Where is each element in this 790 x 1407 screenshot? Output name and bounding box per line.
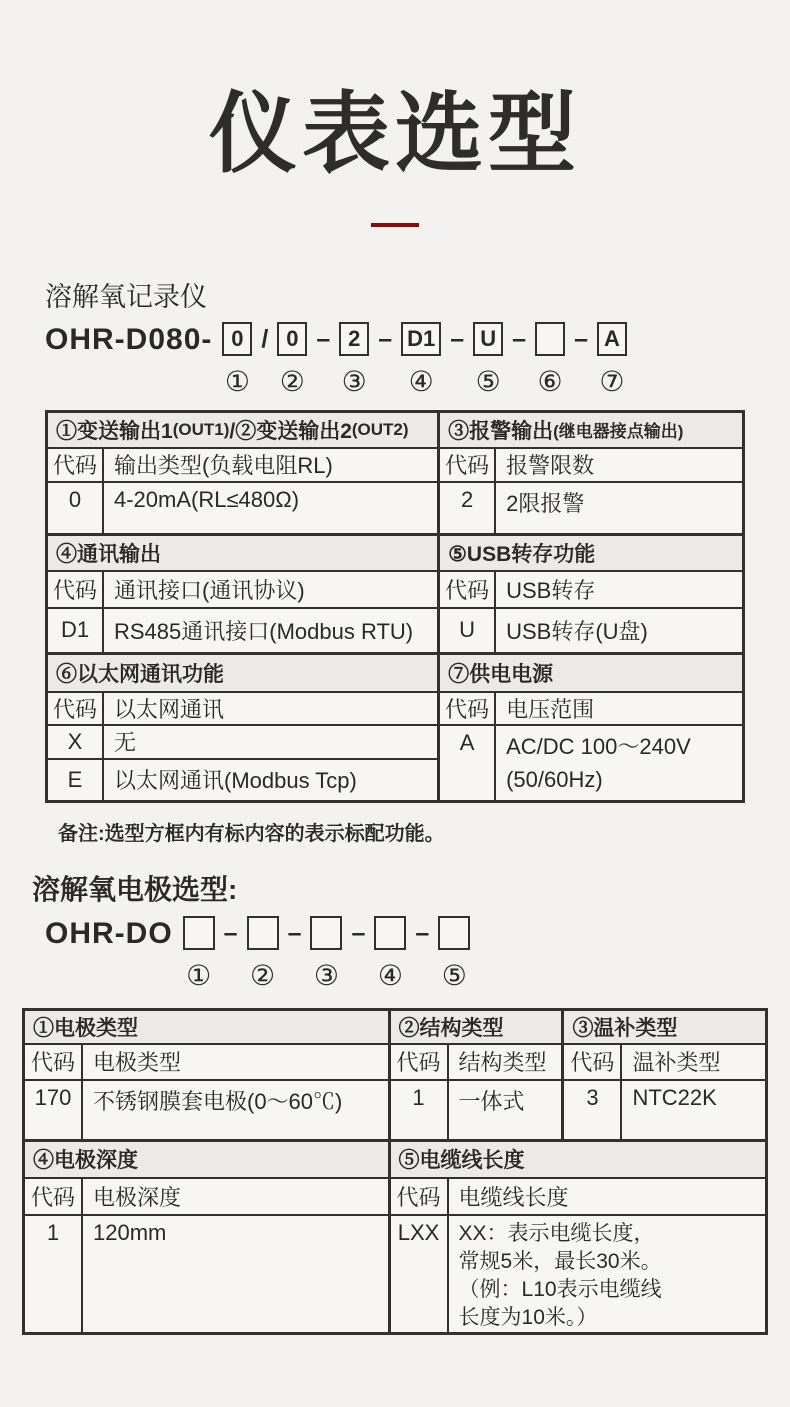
type-label-cell: USB转存 [506, 577, 596, 603]
electrode-code-box-1 [183, 916, 215, 950]
electrode-code-box-3 [310, 916, 342, 950]
column-header-row [48, 447, 437, 481]
type-label-cell: 电极深度 [93, 1184, 182, 1210]
model-code-segment [222, 322, 252, 398]
model-code-separator: – [223, 918, 238, 947]
code-label-cell: 代码 [48, 572, 104, 607]
code-label-cell: 代码 [564, 1045, 622, 1079]
electrode-code-number-2: ② [250, 959, 276, 991]
electrode-section-heading: 溶解氧电极选型: [32, 873, 238, 905]
code-label-cell: 代码 [391, 1179, 449, 1214]
electrode-option-table [22, 1008, 768, 1335]
model-code-number-6: ⑥ [537, 365, 563, 397]
electrode-code-number-1: ① [186, 959, 212, 991]
header-temp-comp-type: ③温补类型 [564, 1011, 765, 1043]
code-value-cell: 170 [25, 1081, 83, 1139]
model-code-segment [277, 322, 307, 398]
recorder-option-table [45, 410, 745, 803]
code-label-cell: 代码 [440, 693, 496, 724]
recorder-product-heading: 溶解氧记录仪 [45, 281, 207, 312]
table-row [48, 724, 437, 758]
code-label-cell: 代码 [48, 693, 104, 724]
model-code-separator: – [512, 324, 527, 353]
column-header-row [440, 691, 742, 724]
header-electrode-type: ①电极类型 [25, 1011, 388, 1043]
code-value-cell: U [440, 609, 496, 652]
model-code-segment [247, 916, 279, 992]
model-code-segment [438, 916, 470, 992]
type-label-cell: 通讯接口(通讯协议) [114, 577, 305, 603]
temp-comp-column [564, 1011, 765, 1139]
header-cable-length: ⑤电缆线长度 [391, 1142, 765, 1177]
code-label-cell: 代码 [391, 1045, 449, 1079]
electrode-table-section-b [25, 1139, 765, 1332]
page-title: 仪表选型 [208, 84, 581, 183]
code-value-cell: X [48, 726, 104, 758]
header-text: ③报警输出 [448, 419, 554, 443]
code-value-cell: 1 [391, 1081, 449, 1139]
option-desc-line: 长度为10米。） [458, 1305, 598, 1329]
table-row [25, 1214, 388, 1332]
recorder-model-prefix: OHR-D080- [45, 322, 213, 356]
column-header-row [440, 447, 742, 481]
model-code-box-1: 0 [222, 322, 252, 356]
code-label-cell: 代码 [25, 1179, 83, 1214]
header-comm-output: ④通讯输出 [48, 533, 437, 570]
model-code-segment [401, 322, 441, 398]
table-row [440, 724, 742, 800]
spec-note: 备注:选型方框内有标内容的表示标配功能。 [58, 822, 445, 845]
cable-length-column [391, 1142, 765, 1332]
option-desc-line: AC/DC 100～240V [506, 733, 691, 759]
code-label-cell: 代码 [440, 449, 496, 481]
column-header-row [440, 570, 742, 607]
code-value-cell: 1 [25, 1216, 83, 1332]
option-desc-cell: 无 [114, 730, 137, 756]
model-code-number-2: ② [279, 365, 305, 397]
model-code-segment [310, 916, 342, 992]
type-label-cell: 电压范围 [506, 696, 595, 722]
option-desc-cell: USB转存(U盘) [506, 618, 648, 644]
model-code-number-5: ⑤ [475, 365, 501, 397]
electrode-code-box-5 [438, 916, 470, 950]
model-code-separator: – [378, 324, 393, 353]
model-code-segment [535, 322, 565, 398]
electrode-depth-column [25, 1142, 391, 1332]
recorder-table-left-column [48, 413, 440, 800]
electrode-code-box-4 [374, 916, 406, 950]
model-code-segment [183, 916, 215, 992]
option-desc-cell: NTC22K [632, 1084, 717, 1110]
header-ethernet-function: ⑥以太网通讯功能 [48, 652, 437, 691]
type-label-cell: 结构类型 [458, 1050, 547, 1076]
model-code-separator: – [574, 324, 588, 353]
option-desc-cell: 以太网通讯(Modbus Tcp) [114, 768, 357, 794]
electrode-code-number-4: ④ [377, 959, 403, 991]
model-code-box-4: D1 [401, 322, 441, 356]
code-label-cell: 代码 [48, 449, 104, 481]
column-header-row [48, 570, 437, 607]
column-header-row [391, 1177, 765, 1214]
header-text-small: (OUT2) [351, 419, 409, 439]
code-value-cell: 2 [440, 483, 496, 533]
header-transmit-output [48, 413, 437, 447]
electrode-model-prefix: OHR-DO [45, 916, 173, 950]
table-row [440, 481, 742, 533]
model-code-separator: – [287, 918, 302, 947]
model-code-segment [597, 322, 627, 398]
model-code-number-1: ① [224, 365, 250, 397]
model-code-box-2: 0 [277, 322, 307, 356]
structure-type-column [391, 1011, 565, 1139]
header-text-small: (OUT1) [172, 419, 230, 439]
header-text: ①变送输出1 [56, 419, 173, 443]
code-value-cell: E [48, 760, 104, 800]
table-row [391, 1079, 562, 1139]
option-desc-cell [449, 1216, 765, 1332]
option-desc-cell: 一体式 [458, 1088, 525, 1114]
code-label-cell: 代码 [440, 572, 496, 607]
model-code-box-5: U [473, 322, 503, 356]
option-desc-cell: 120mm [93, 1219, 167, 1245]
type-label-cell: 报警限数 [506, 453, 595, 479]
model-code-segment [374, 916, 406, 992]
option-desc-line: 常规5米，最长30米。 [458, 1249, 662, 1273]
column-header-row [48, 691, 437, 724]
model-code-segment [473, 322, 503, 398]
type-label-cell: 电缆线长度 [458, 1184, 569, 1210]
table-row [25, 1079, 388, 1139]
model-code-separator: – [450, 324, 465, 353]
recorder-model-code [45, 322, 790, 398]
option-desc-line: XX：表示电缆长度， [458, 1221, 655, 1245]
electrode-code-number-3: ③ [313, 959, 340, 991]
option-desc-cell: 4-20mA(RL≤480Ω) [114, 486, 300, 512]
column-header-row [25, 1043, 388, 1079]
electrode-model-code [45, 916, 790, 992]
option-desc-cell: 2限报警 [506, 490, 585, 516]
model-code-separator: – [316, 324, 331, 353]
option-desc-cell: 不锈钢膜套电极(0～60℃) [93, 1088, 343, 1114]
model-code-separator: / [261, 324, 269, 353]
table-row [48, 481, 437, 533]
model-code-separator: – [351, 918, 366, 947]
electrode-code-number-5: ⑤ [441, 959, 467, 991]
code-value-cell: 3 [564, 1081, 622, 1139]
type-label-cell: 温补类型 [632, 1050, 721, 1076]
electrode-table-section-a [25, 1011, 765, 1139]
model-code-number-4: ④ [408, 365, 434, 397]
code-label-cell: 代码 [25, 1045, 83, 1079]
option-desc-cell: RS485通讯接口(Modbus RTU) [114, 618, 414, 644]
model-code-segment [339, 322, 369, 398]
table-row [48, 758, 437, 800]
model-code-box-3: 2 [339, 322, 369, 356]
type-label-cell: 电极类型 [93, 1050, 182, 1076]
code-value-cell: A [440, 726, 496, 800]
model-code-number-3: ③ [341, 365, 367, 397]
model-code-separator: – [415, 918, 430, 947]
table-row [564, 1079, 765, 1139]
option-desc-line: (50/60Hz) [506, 766, 603, 792]
header-usb-function: ⑤USB转存功能 [440, 533, 742, 570]
table-row [440, 607, 742, 652]
option-desc-line: （例：L10表示电缆线 [458, 1277, 662, 1301]
header-text-small: (继电器接点输出) [553, 422, 684, 442]
option-desc-cell [496, 726, 742, 800]
recorder-table-right-column [440, 413, 742, 800]
header-text: /②变送输出2 [229, 419, 352, 443]
model-code-number-7: ⑦ [599, 365, 625, 397]
code-value-cell: 0 [48, 483, 104, 533]
model-code-box-6 [535, 322, 565, 356]
table-row [391, 1214, 765, 1332]
header-electrode-depth: ④电极深度 [25, 1142, 388, 1177]
header-power-supply: ⑦供电电源 [440, 652, 742, 691]
electrode-code-box-2 [247, 916, 279, 950]
type-label-cell: 以太网通讯 [114, 696, 225, 722]
table-row [48, 607, 437, 652]
title-underline [371, 223, 419, 227]
header-alarm-output [440, 413, 742, 447]
column-header-row [564, 1043, 765, 1079]
code-value-cell: D1 [48, 609, 104, 652]
header-structure-type: ②结构类型 [391, 1011, 562, 1043]
column-header-row [25, 1177, 388, 1214]
model-code-box-7: A [597, 322, 627, 356]
code-value-cell: LXX [391, 1216, 449, 1332]
electrode-type-column [25, 1011, 391, 1139]
type-label-cell: 输出类型(负载电阻RL) [114, 453, 333, 479]
column-header-row [391, 1043, 562, 1079]
